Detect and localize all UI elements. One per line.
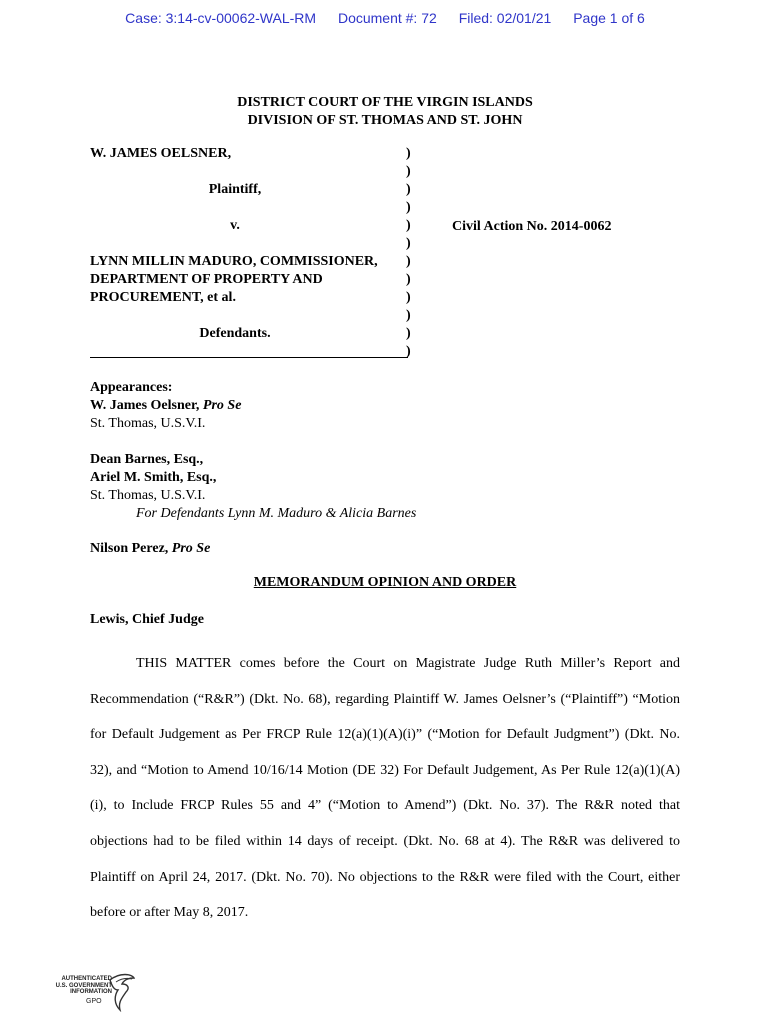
defendants-label: Defendants.: [199, 326, 271, 341]
defendant-line-1: LYNN MILLIN MADURO, COMMISSIONER,: [90, 254, 378, 269]
caption-parentheses: [406, 145, 411, 361]
court-division: DIVISION OF ST. THOMAS AND ST. JOHN: [247, 113, 523, 128]
paren: ): [406, 290, 411, 305]
paren: ): [406, 308, 411, 323]
party-2-role: Pro Se: [171, 541, 211, 556]
ecf-header: [0, 10, 770, 26]
document-number: Document #: 72: [337, 10, 437, 26]
party-1-role: Pro Se: [202, 398, 242, 413]
case-number: Case: 3:14-cv-00062-WAL-RM: [125, 10, 317, 26]
paren: ): [406, 254, 411, 269]
gpo-authentication-logo: [40, 972, 136, 1016]
counsel-location: St. Thomas, U.S.V.I.: [90, 488, 206, 503]
opinion-title: MEMORANDUM OPINION AND ORDER: [253, 575, 517, 590]
appearances-block: [90, 379, 241, 433]
counsel-1-name: Dean Barnes, Esq.,: [90, 452, 204, 467]
caption-rule: [90, 357, 408, 358]
versus: v.: [230, 218, 240, 233]
civil-action-number: Civil Action No. 2014-0062: [452, 219, 612, 234]
party-1-name: W. James Oelsner,: [90, 398, 203, 413]
gpo-mark: GPO: [86, 998, 102, 1005]
paren: ): [406, 326, 411, 341]
page-indicator: Page 1 of 6: [573, 10, 645, 26]
party-2-name: Nilson Perez,: [90, 541, 172, 556]
defendant-line-2: DEPARTMENT OF PROPERTY AND: [90, 272, 323, 287]
party-1: [90, 397, 241, 415]
counsel-block: [90, 451, 416, 523]
appearances-heading: Appearances:: [90, 380, 173, 395]
eagle-icon: [106, 972, 136, 1012]
plaintiff-name: W. JAMES OELSNER,: [90, 146, 232, 161]
counsel-2-name: Ariel M. Smith, Esq.,: [90, 470, 217, 485]
paren: ): [406, 218, 411, 233]
party-1-location: St. Thomas, U.S.V.I.: [90, 416, 206, 431]
filed-date: Filed: 02/01/21: [458, 10, 552, 26]
paren: ): [406, 236, 411, 251]
paren: ): [406, 146, 411, 161]
paren: ): [406, 272, 411, 287]
defendant-line-3: PROCUREMENT, et al.: [90, 290, 236, 305]
paren: ): [406, 182, 411, 197]
paren: ): [406, 344, 411, 359]
opinion-paragraph: [90, 646, 680, 931]
court-heading: [0, 94, 770, 130]
party-2: [90, 540, 210, 558]
case-caption: [90, 145, 410, 343]
gpo-logo-text: AUTHENTICATED U.S. GOVERNMENT INFORMATION: [55, 976, 112, 995]
paragraph-text: THIS MATTER comes before the Court on Magistrate Judge Ruth Miller’s Report and Recommendation (“R&R”) (Dkt. No. 68), regarding Plaintiff W. James Oelsner’s (“Plaintiff”) “Motion for Default Judgement as Per FRCP Rule 12(a)(1)(A)(i)” (“Motion for Default Judgment”) (Dkt. No. 32), and “Motion to Amend 10/16/14 Motion (DE 32) For Default Judgement, As Per Rule 12(a)(1)(A)(i), to Include FRCP Rules 55 and 4” (“Motion to Amend”) (Dkt. No. 37). The R&R noted that objections had to be filed within 14 days of receipt. (Dkt. No. 68 at 4). The R&R was delivered to Plaintiff on April 24, 2017. (Dkt. No. 70). No objections to the R&R were filed with the Court, either before or after May 8, 2017.: [90, 656, 680, 921]
court-name: DISTRICT COURT OF THE VIRGIN ISLANDS: [237, 95, 533, 110]
paren: ): [406, 164, 411, 179]
judge-name: Lewis, Chief Judge: [90, 612, 204, 627]
plaintiff-label: Plaintiff,: [208, 182, 262, 197]
counsel-for: For Defendants Lynn M. Maduro & Alicia Barnes: [136, 506, 417, 521]
paren: ): [406, 200, 411, 215]
